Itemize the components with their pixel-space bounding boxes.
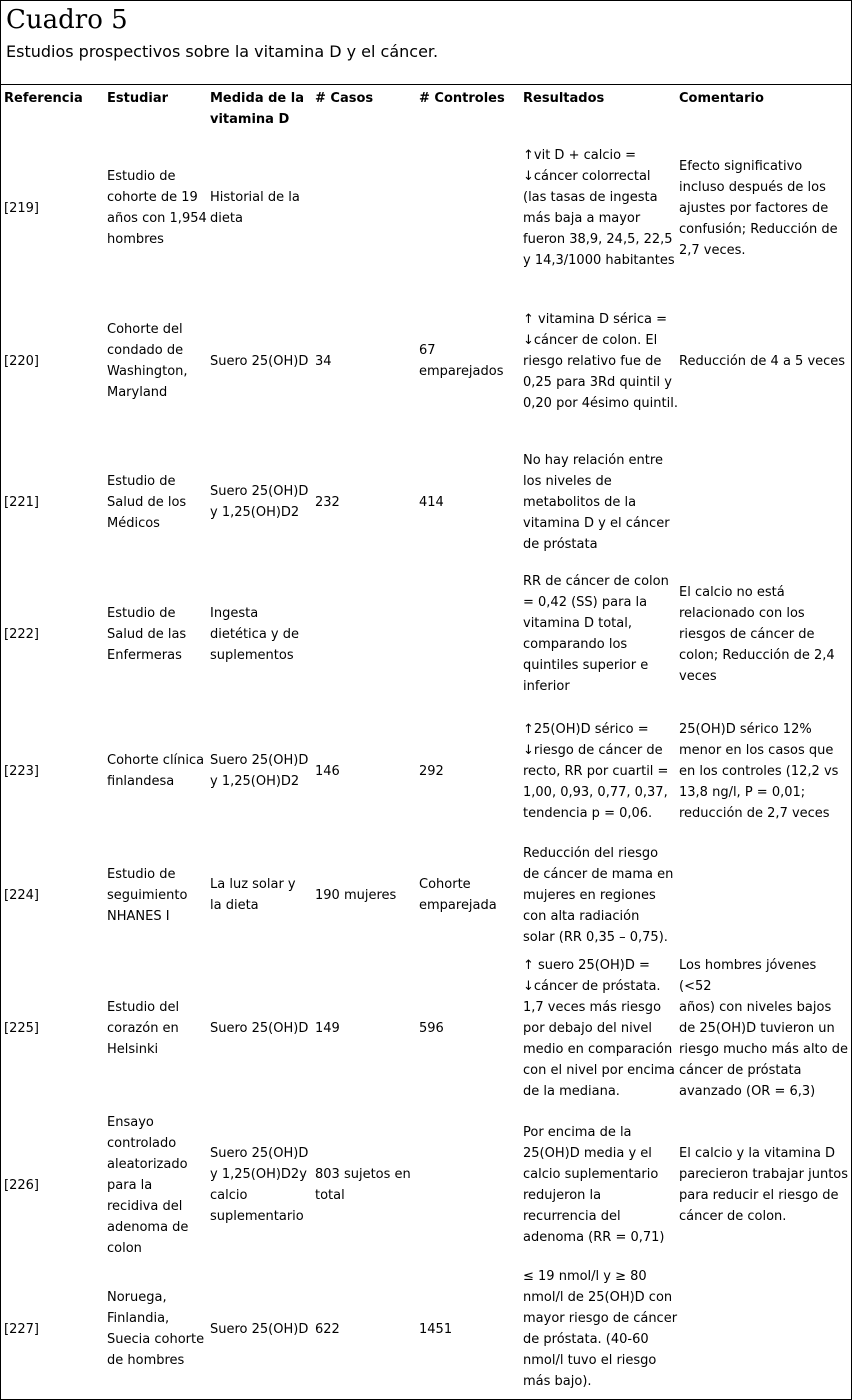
header-study: Estudiar [107,91,169,106]
cell-comment [679,1266,851,1392]
cell-measure: Suero 25(OH)D y 1,25(OH)D2 [210,753,309,789]
cell-results: Reducción del riesgo de cáncer de mama en mujeres en regiones con alta radiación solar (RR 0,35 – 0,75). [523,845,674,945]
cell-measure: Suero 25(OH)D [210,1020,309,1036]
cell-controls: 292 [419,763,444,779]
cell-cases: 232 [315,494,340,510]
cell-study: Estudio de cohorte de 19 años con 1,954 hombres [107,169,207,247]
cell-cases [315,571,419,697]
cell-reference: [219] [4,200,39,216]
cell-comment: Reducción de 4 a 5 veces [679,353,846,369]
cell-results: ↑vit D + calcio = ↓cáncer colorrectal (las tasas de ingesta más baja a mayor fueron 38,9, 24,5, 22,5 y 14,3/1000 habitantes [523,148,675,268]
cell-controls: 414 [419,494,444,510]
cell-cases: 622 [315,1321,340,1337]
table-row [0,1113,852,1257]
cell-results: RR de cáncer de colon = 0,42 (SS) para la vitamina D total, comparando los quintiles superior e inferior [523,574,669,694]
cell-study: Estudio de Salud de los Médicos [107,473,187,531]
cell-results: ↑ vitamina D sérica = ↓cáncer de colon. El riesgo relativo fue de 0,25 para 3Rd quintil y 0,20 por 4ésimo quintil. [523,311,678,411]
cell-controls: 1451 [419,1321,453,1337]
cell-cases: 149 [315,1020,340,1036]
table-title: Cuadro 5 [6,5,128,35]
cell-study: Estudio de seguimiento NHANES I [107,866,188,924]
cell-study: Cohorte clínica finlandesa [107,753,205,789]
cell-results: ↑25(OH)D sérico = ↓riesgo de cáncer de recto, RR por cuartil = 1,00, 0,93, 0,77, 0,37, tendencia p = 0,06. [523,721,669,821]
header-measure: Medida de la vitamina D [210,91,304,127]
cell-measure: Suero 25(OH)D [210,353,309,369]
cell-reference: [220] [4,353,39,369]
cell-study: Ensayo controlado aleatorizado para la recidiva del adenoma de colon [107,1114,189,1256]
cell-controls: 67 emparejados [419,343,504,379]
cell-results: Por encima de la 25(OH)D media y el calcio suplementario redujeron la recurrencia del adenoma (RR = 0,71) [523,1125,665,1245]
cell-reference: [227] [4,1321,39,1337]
cell-controls [419,1113,523,1257]
cell-controls: 596 [419,1020,444,1036]
cell-cases: 803 sujetos en total [315,1167,411,1203]
cell-reference: [221] [4,494,39,510]
cell-reference: [222] [4,626,39,642]
cell-reference: [224] [4,887,39,903]
cell-comment: 25(OH)D sérico 12% menor en los casos que en los controles (12,2 vs 13,8 ng/l, P = 0,01; reducción de 2,7 veces [679,721,839,821]
cell-cases: 146 [315,763,340,779]
cell-comment: Efecto significativo incluso después de los ajustes por factores de confusión; Reducción de 2,7 veces. [679,158,838,258]
table-subtitle: Estudios prospectivos sobre la vitamina D y el cáncer. [6,42,439,61]
cell-results: ↑ suero 25(OH)D = ↓cáncer de próstata. 1,7 veces más riesgo por debajo del nivel medio en comparación con el nivel por encima de la mediana. [523,957,675,1099]
table-row [0,1266,852,1392]
cell-measure: Historial de la dieta [210,190,300,226]
cell-measure: La luz solar y la dieta [210,877,296,913]
cell-cases: 34 [315,353,332,369]
cell-reference: [225] [4,1020,39,1036]
table-row [0,309,852,413]
cell-comment [679,447,851,557]
cell-reference: [223] [4,763,39,779]
header-results: Resultados [523,91,605,106]
table-row [0,957,852,1099]
cell-comment: El calcio no está relacionado con los riesgos de cáncer de colon; Reducción de 2,4 veces [679,584,835,684]
header-cases: # Casos [315,91,374,106]
header-controls: # Controles [419,91,505,106]
cell-study: Cohorte del condado de Washington, Maryland [107,322,188,400]
header-reference: Referencia [4,91,83,106]
cell-comment: El calcio y la vitamina D parecieron trabajar juntos para reducir el riesgo de cáncer de colon. [679,1146,849,1224]
cell-study: Estudio de Salud de las Enfermeras [107,605,187,663]
cell-cases: 190 mujeres [315,887,397,903]
table-row [0,145,852,271]
cell-study: Noruega, Finlandia, Suecia cohorte de hombres [107,1290,205,1368]
cell-results: No hay relación entre los niveles de metabolitos de la vitamina D y el cáncer de próstata [523,452,670,552]
cell-comment [679,840,851,950]
table-row [0,717,852,825]
table-row [0,447,852,557]
cell-comment: Los hombres jóvenes (<52 años) con niveles bajos de 25(OH)D tuvieron un riesgo mucho más alto de cáncer de próstata avanzado (OR = 6,3) [679,957,848,1099]
cell-cases [315,145,419,271]
cell-controls [419,571,523,697]
cell-controls: Cohorte emparejada [419,877,497,913]
caption-box [0,0,852,85]
table-row [0,571,852,697]
cell-controls [419,145,523,271]
cell-study: Estudio del corazón en Helsinki [107,999,180,1057]
header-comment: Comentario [679,91,764,106]
table-row [0,840,852,950]
cell-measure: Suero 25(OH)D y 1,25(OH)D2y calcio suplementario [210,1146,309,1224]
cell-reference: [226] [4,1177,39,1193]
cell-results: ≤ 19 nmol/l y ≥ 80 nmol/l de 25(OH)D con mayor riesgo de cáncer de próstata. (40-60 nmol/l tuvo el riesgo más bajo). [523,1269,678,1389]
cell-measure: Ingesta dietética y de suplementos [210,605,299,663]
cell-measure: Suero 25(OH)D y 1,25(OH)D2 [210,484,309,520]
cell-measure: Suero 25(OH)D [210,1321,309,1337]
